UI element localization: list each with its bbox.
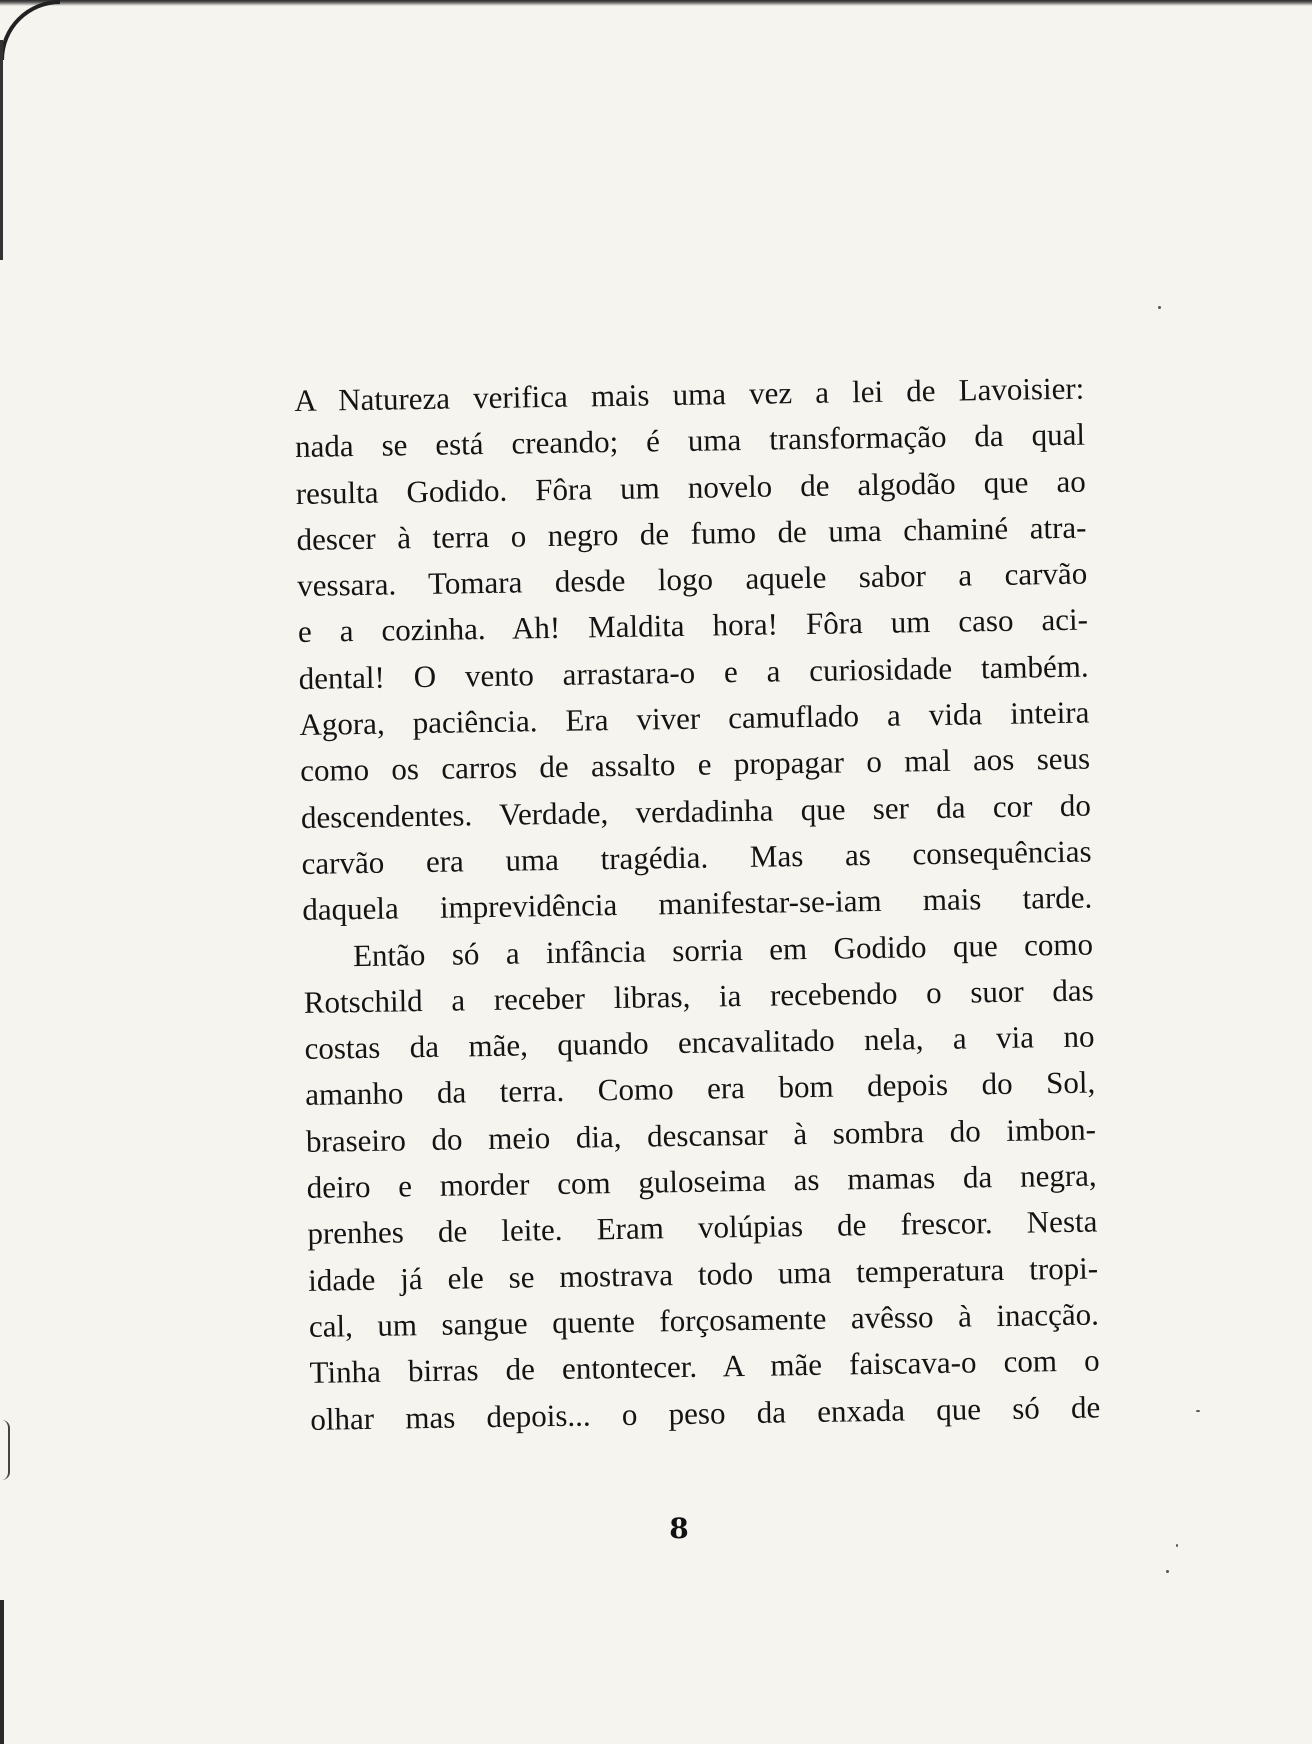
text-line: dental! O vento arrastara-o e a curiosidade também. — [298, 648, 1089, 696]
scan-speck — [1176, 1544, 1178, 1547]
scan-speck — [1196, 1410, 1200, 1412]
text-line: amanho da terra. Como era bom depois do Sol, — [304, 1064, 1096, 1113]
text-line: vessara. Tomara desde logo aquele sabor a carvão — [296, 555, 1088, 604]
text-line: costas da mãe, quando encavalitado nela, a via no — [304, 1018, 1095, 1067]
text-line: Tinha birras de entontecer. A mãe faiscava-o com o — [309, 1342, 1100, 1391]
text-line: descendentes. Verdade, verdadinha que ser da cor do — [300, 787, 1092, 835]
scan-speck — [1158, 306, 1161, 309]
scan-edge-mark — [2, 1420, 10, 1480]
page-number: 8 — [669, 1512, 689, 1545]
scan-speck — [1166, 1570, 1169, 1573]
text-line: prenhes de leite. Eram volúpias de frescor. Nesta — [307, 1203, 1098, 1252]
scan-edge-left-bottom — [0, 1600, 4, 1744]
scan-edge-top — [0, 0, 1312, 6]
text-line: braseiro do meio dia, descansar à sombra do imbon- — [305, 1111, 1097, 1159]
scan-edge-left — [0, 40, 3, 260]
text-line: carvão era uma tragédia. Mas as consequências — [301, 833, 1092, 881]
text-line: olhar mas depois... o peso da enxada que só de — [310, 1388, 1101, 1437]
body-text — [294, 366, 1101, 1443]
text-line: Então só a infância sorria em Godido que como — [352, 926, 1094, 973]
text-line: e a cozinha. Ah! Maldita hora! Fôra um caso aci- — [297, 602, 1089, 650]
text-line: daquela imprevidência manifestar-se-iam mais tarde. — [302, 879, 1093, 928]
text-line: nada se está creando; é uma transformação da qual — [294, 416, 1086, 465]
text-line: deiro e morder com guloseima as mamas da negra, — [306, 1157, 1097, 1205]
text-line: Agora, paciência. Era viver camuflado a vida inteira — [299, 694, 1090, 743]
text-line: A Natureza verifica mais uma vez a lei de Lavoisier: — [294, 370, 1085, 418]
text-line: descer à terra o negro de fumo de uma chaminé atra- — [296, 509, 1087, 557]
text-line: resulta Godido. Fôra um novelo de algodão que ao — [295, 463, 1086, 511]
text-line: idade já ele se mostrava todo uma temperatura tropi- — [307, 1250, 1099, 1298]
text-line: Rotschild a receber libras, ia recebendo o suor das — [303, 972, 1094, 1020]
scan-edge-corner — [0, 0, 60, 60]
text-line: cal, um sangue quente forçosamente avêsso à inacção. — [308, 1296, 1100, 1344]
text-line: como os carros de assalto e propagar o mal aos seus — [299, 740, 1091, 789]
